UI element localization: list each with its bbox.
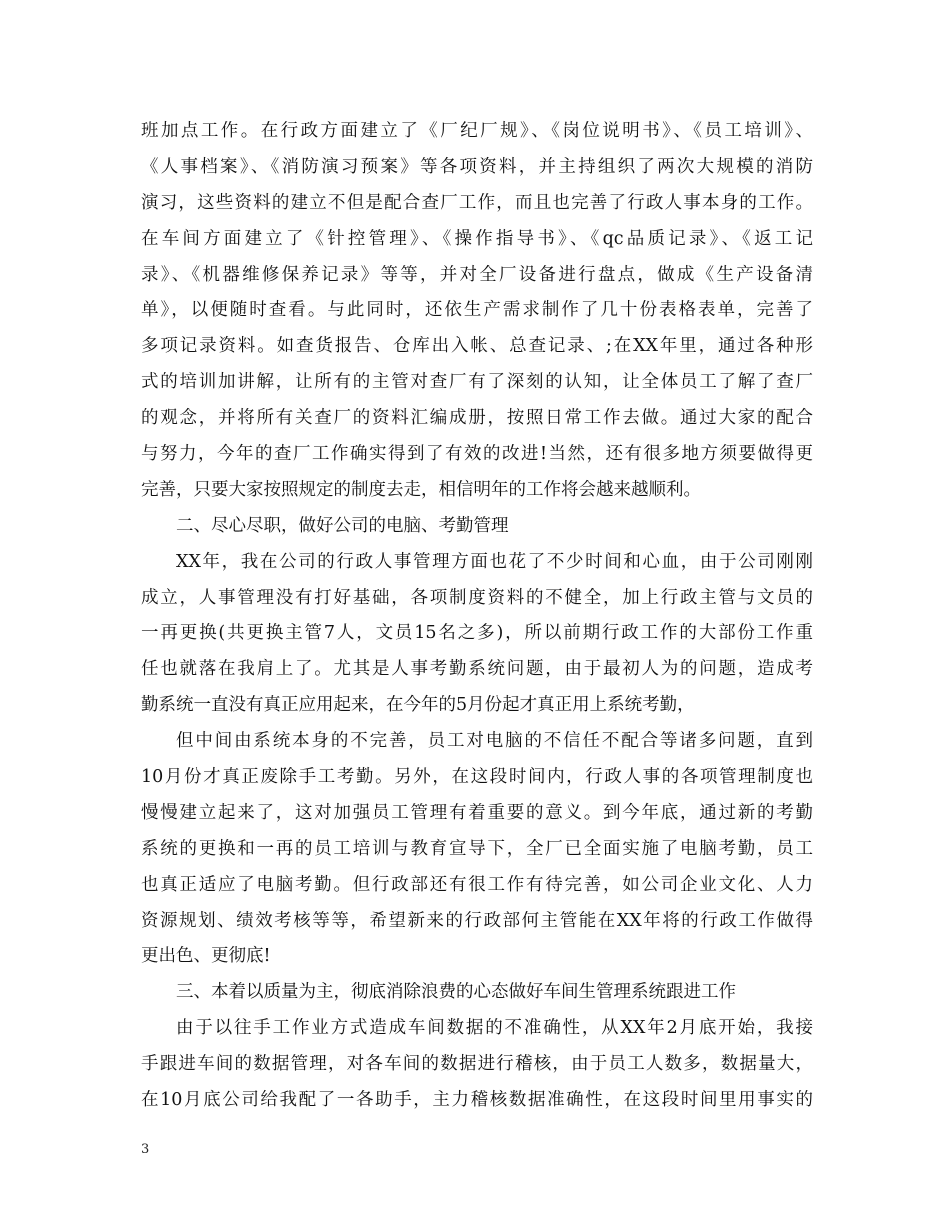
page-number: 3 [141,1142,150,1157]
text-line: 三、本着以质量为主，彻底消除浪费的心态做好车间生管理系统跟进工作 [176,982,736,1003]
text-line: 二、尽心尽职，做好公司的电脑、考勤管理 [176,515,509,536]
text-line: 多项记录资料。如查货报告、仓库出入帐、总查记录、;在XX年里，通过各种形 [141,336,813,357]
text-line: 成立，人事管理没有打好基础，各项制度资料的不健全，加上行政主管与文员的 [141,587,813,608]
text-line: 完善，只要大家按照规定的制度去走，相信明年的工作将会越来越顺利。 [141,479,701,500]
text-line: 班加点工作。在行政方面建立了《厂纪厂规》、《岗位说明书》、《员工培训》、 [141,121,813,141]
text-line: 慢慢建立起来了，这对加强员工管理有着重要的意义。到今年底，通过新的考勤 [141,802,813,823]
text-line: 但中间由系统本身的不完善，员工对电脑的不信任不配合等诸多问题，直到 [176,731,813,752]
text-line: 由于以往手工作业方式造成车间数据的不准确性，从XX年2月底开始，我接 [176,1018,813,1039]
text-line: 与努力，今年的查厂工作确实得到了有效的改进!当然，还有很多地方须要做得更 [141,444,813,465]
text-line: 单》，以便随时查看。与此同时，还依生产需求制作了几十份表格表单，完善了 [141,300,813,321]
text-line: 在10月底公司给我配了一各助手，主力稽核数据准确性，在这段时间里用事实的 [141,1090,813,1111]
text-line: 也真正适应了电脑考勤。但行政部还有很工作有待完善，如公司企业文化、人力 [141,874,813,895]
text-line: 《人事档案》、《消防演习预案》等各项资料，并主持组织了两次大规模的消防 [141,156,813,177]
text-line: 一再更换(共更换主管7人，文员15名之多)，所以前期行政工作的大部份工作重 [141,623,813,644]
text-line: 在车间方面建立了《针控管理》、《操作指导书》、《qc品质记录》、《返工记 [141,228,813,249]
text-line: 勤系统一直没有真正应用起来，在今年的5月份起才真正用上系统考勤， [141,695,695,716]
text-line: 任也就落在我肩上了。尤其是人事考勤系统问题，由于最初人为的问题，造成考 [141,659,813,680]
text-line: 录》、《机器维修保养记录》等等，并对全厂设备进行盘点，做成《生产设备清 [141,264,813,285]
text-line: 演习，这些资料的建立不但是配合查厂工作，而且也完善了行政人事本身的工作。 [141,192,813,213]
text-line: 系统的更换和一再的员工培训与教育宣导下，全厂已全面实施了电脑考勤，员工 [141,838,813,859]
text-line: 的观念，并将所有关查厂的资料汇编成册，按照日常工作去做。通过大家的配合 [141,408,813,429]
text-line: 资源规划、绩效考核等等，希望新来的行政部何主管能在XX年将的行政工作做得 [141,910,813,931]
text-line: XX年，我在公司的行政人事管理方面也花了不少时间和心血，由于公司刚刚 [176,551,813,572]
text-line: 式的培训加讲解，让所有的主管对查厂有了深刻的认知，让全体员工了解了查厂 [141,372,813,393]
body-text [141,114,813,1119]
text-line: 更出色、更彻底! [141,946,271,967]
text-line: 手跟进车间的数据管理，对各车间的数据进行稽核，由于员工人数多，数据量大， [141,1054,813,1075]
text-line: 10月份才真正废除手工考勤。另外，在这段时间内，行政人事的各项管理制度也 [141,767,813,788]
